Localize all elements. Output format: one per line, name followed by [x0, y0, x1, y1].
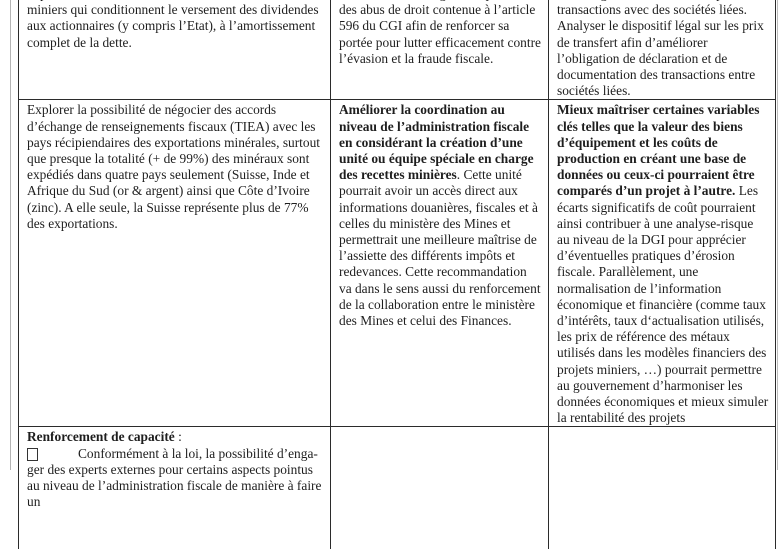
cell-text: des abus de droit contenue à l’article 596 du CGI afin de renforcer sa portée pour lutter efficacement contre l’évasion et la fraude fiscale. — [339, 2, 541, 66]
table-cell — [19, 427, 331, 549]
cell-text: Explorer la possibilité de négocier des accords d’échange de renseignements fiscaux (TIEA) avec les pays récipiendaires des exportations minérales, surtout que presque la totalité (+ de 99%) des minéraux sont expédiés dans quatre pays seulement (Suisse, Inde et Afrique du Sud (or & argent) ainsi que Côte d’Ivoire (zinc). A elle seule, la Suisse représente plus de 77% des exportations. — [27, 102, 321, 231]
table-row — [19, 100, 776, 427]
section-heading-line — [27, 429, 324, 445]
cell-text: miniers qui conditionnent le versement des dividendes aux actionnaires (y compris l’Etat), à l’amortissement complet de la dette. — [27, 2, 319, 50]
bullet-text: Conformément à la loi, la possibilité d’enga- — [78, 445, 318, 461]
page-margin-rule-right — [777, 0, 778, 470]
section-heading-suffix: : — [174, 429, 182, 445]
table-row — [19, 0, 776, 100]
table-cell — [331, 0, 549, 100]
table-row — [19, 427, 776, 549]
missing-glyph-bullet-icon — [27, 448, 38, 461]
table-cell-empty — [549, 427, 776, 549]
recommendations-table — [18, 0, 776, 549]
bullet-item — [27, 446, 324, 462]
cell-text — [339, 102, 542, 329]
cell-text — [557, 102, 769, 426]
recommendation-body: Les écarts significatifs de coût pourraient ainsi contribuer à une analyse-risque au niveau de la DGI pour apprécier d’éventuelles pratiques d’érosion fiscale. Parallèlement, une normalisation de l’information économique et financière (comme taux d’intérêts, taux d‘actualisation utilisés, les prix de référence des métaux utilisés dans les modèles financiers des projets miniers, …) pourrait permettre au gouvernement d’harmoniser les données économiques et mieux simuler la rentabilité des projets — [557, 183, 769, 426]
bullet-continuation: ger des experts externes pour certains aspects pointus au niveau de l’administration fiscale de manière à faire un — [27, 461, 322, 510]
table-cell — [19, 0, 331, 100]
recommendation-heading: Améliorer la coordination au niveau de l’administration fiscale en considérant la création d’une unité ou équipe spéciale en charge des recettes minières — [339, 102, 534, 183]
table-cell — [549, 100, 776, 427]
page-margin-rule-left — [10, 0, 11, 470]
section-heading: Renforcement de capacité — [27, 429, 175, 445]
recommendation-heading: Mieux maîtriser certaines variables clés telles que la valeur des biens d’équipement et les coûts de production en créant une base de données ou ceux-ci pourraient être comparés d’un projet à l’autre. — [557, 102, 760, 199]
table-cell — [19, 100, 331, 427]
recommendation-body: . Cette unité pourrait avoir un accès direct aux informations douanières, fiscales et à celles du ministère des Mines et permettrait une meilleure maîtrise de l’assiette des différents impôts et redevances. Cette recommandation va dans le sens aussi du renforcement de la collaboration entre le ministère des Mines et celui des Finances. — [339, 167, 541, 329]
table-cell — [549, 0, 776, 100]
cell-text: transactions avec des sociétés liées. Analyser le dispositif légal sur les prix de transfert afin d’améliorer l’obligation de déclaration et de documentation des transactions entre sociétés liées. — [557, 2, 764, 99]
table-cell-empty — [331, 427, 549, 549]
table-cell — [331, 100, 549, 427]
